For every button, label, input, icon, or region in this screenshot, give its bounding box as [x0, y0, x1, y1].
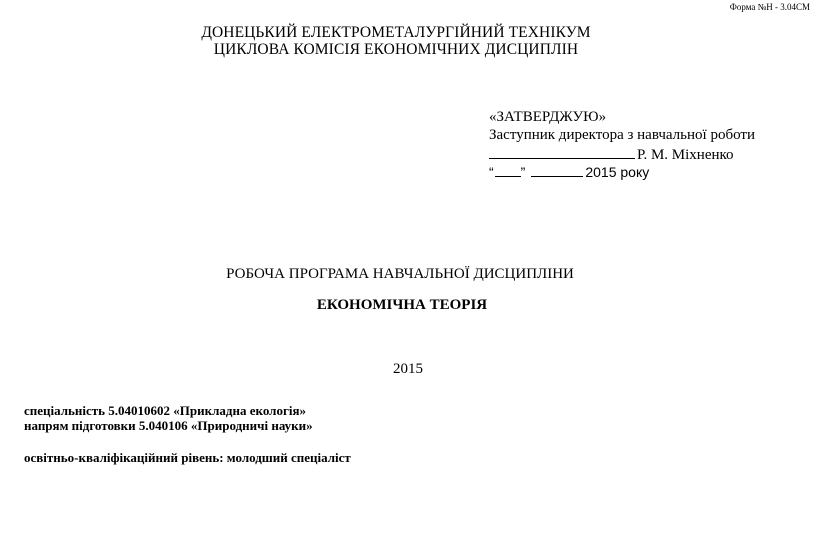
- commission-name: ЦИКЛОВА КОМІСІЯ ЕКОНОМІЧНИХ ДИСЦИПЛІН: [213, 41, 579, 58]
- direction-line: напрям підготовки 5.040106 «Природничі науки»: [24, 418, 313, 433]
- date-quote-close: ”: [520, 164, 526, 180]
- form-code: Форма №Н - 3.04СМ: [729, 2, 810, 12]
- approver-name: Р. М. Міхненко: [637, 147, 734, 163]
- institution-name: ДОНЕЦЬКИЙ ЕЛЕКТРОМЕТАЛУРГІЙНИЙ ТЕХНІКУМ: [201, 24, 591, 41]
- date-suffix: 2015 року: [585, 164, 650, 180]
- subject-title: ЕКОНОМІЧНА ТЕОРІЯ: [316, 297, 488, 313]
- month-blank: [531, 164, 583, 177]
- approval-position: Заступник директора з навчальної роботи: [489, 127, 755, 143]
- qualification-level-line: освітньо-кваліфікаційний рівень: молодший спеціаліст: [24, 450, 351, 465]
- approval-signature-line: [489, 145, 734, 164]
- specialty-line: спеціальність 5.04010602 «Прикладна екологія»: [24, 403, 306, 418]
- approval-stamp: «ЗАТВЕРДЖУЮ»: [489, 109, 607, 125]
- document-year: 2015: [393, 361, 423, 377]
- approval-date-line: [489, 164, 649, 180]
- date-quote-open: “: [489, 164, 494, 180]
- day-blank: [495, 164, 521, 177]
- signature-blank: [489, 145, 635, 159]
- document-title: РОБОЧА ПРОГРАМА НАВЧАЛЬНОЇ ДИСЦИПЛІНИ: [226, 266, 574, 282]
